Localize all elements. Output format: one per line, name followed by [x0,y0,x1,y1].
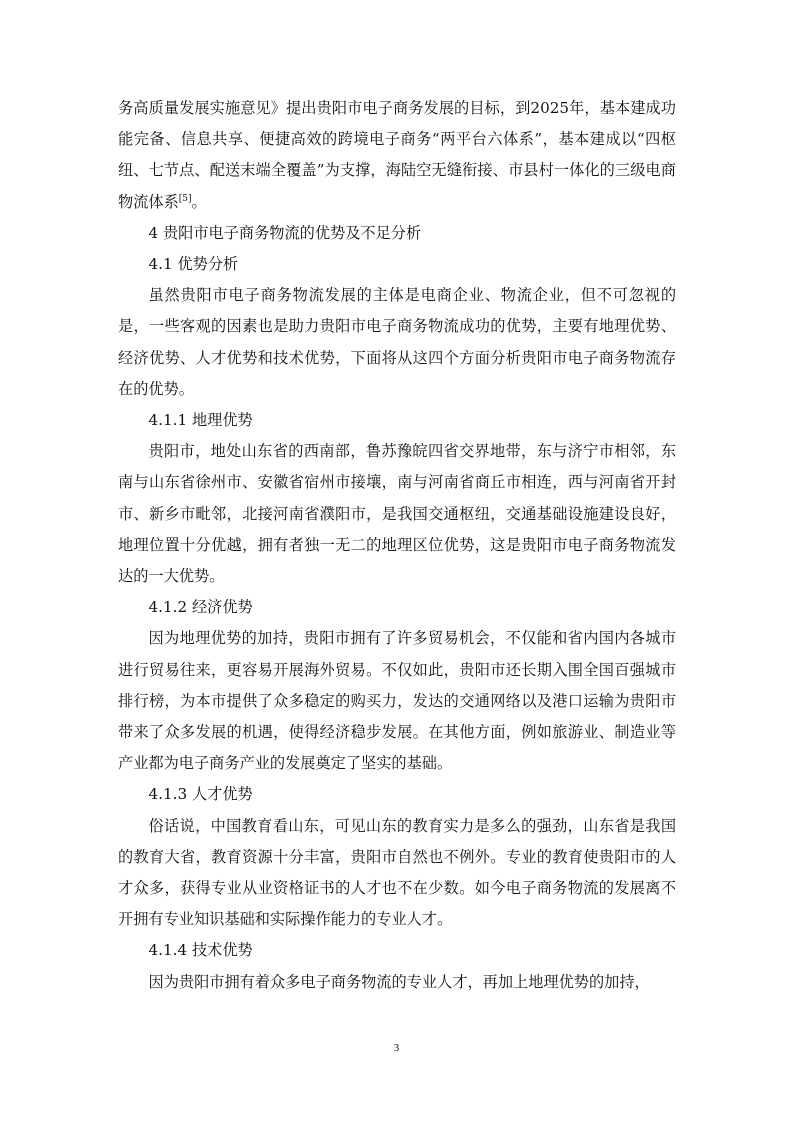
page-number: 3 [393,1042,400,1054]
section-heading-4-1-2: 4.1.2 经济优势 [148,598,253,617]
paragraph-economic-advantage: 因为地理优势的加持，贵阳市拥有了许多贸易机会，不仅能和省内国内各城市进行贸易往来，更容易开展海外贸易。不仅如此，贵阳市还长期入围全国百强城市排行榜，为本市提供了众多稳定的购买力，发达的交通网络以及港口运输为贵阳市带来了众多发展的机遇，使得经济稳步发展。在其他方面，例如旅游业、制造业等产业都为电子商务产业的发展奠定了坚实的基础。 [118,629,676,773]
paragraph-continuation [118,93,676,218]
section-heading-4: 4 贵阳市电子商务物流的优势及不足分析 [148,223,422,242]
paragraph-advantage-intro: 虽然贵阳市电子商务物流发展的主体是电商企业、物流企业，但不可忽视的是，一些客观的因素也是助力贵阳市电子商务物流成功的优势，主要有地理优势、经济优势、人才优势和技术优势，下面将从这四个方面分析贵阳市电子商务物流存在的优势。 [118,286,676,398]
section-heading-4-1-3: 4.1.3 人才优势 [148,785,253,804]
section-heading-4-1-4: 4.1.4 技术优势 [148,941,253,960]
paragraph-geographic-advantage: 贵阳市，地处山东省的西南部，鲁苏豫皖四省交界地带，东与济宁市相邻，东南与山东省徐州市、安徽省宿州市接壤，南与河南省商丘市相连，西与河南省开封市、新乡市毗邻，北接河南省濮阳市，是我国交通枢纽，交通基础设施建设良好，地理位置十分优越，拥有者独一无二的地理区位优势，这是贵阳市电子商务物流发达的一大优势。 [118,442,676,586]
paragraph-end: 。 [191,192,207,211]
paragraph-technology-advantage: 因为贵阳市拥有着众多电子商务物流的专业人才，再加上地理优势的加持， [148,972,650,991]
section-heading-4-1: 4.1 优势分析 [148,255,239,274]
paragraph-text: 务高质量发展实施意见》提出贵阳市电子商务发展的目标，到2025年，基本建成功能完备、信息共享、便捷高效的跨境电子商务“两平台六体系”，基本建成以“四枢纽、七节点、配送末端全覆盖”为支撑，海陆空无缝衔接、市县村一体化的三级电商物流体系 [118,99,676,211]
citation-reference[interactable]: [5] [178,193,192,204]
page-body [118,93,676,998]
paragraph-talent-advantage: 俗话说，中国教育看山东，可见山东的教育实力是多么的强劲，山东省是我国的教育大省，教育资源十分丰富，贵阳市自然也不例外。专业的教育使贵阳市的人才众多，获得专业从业资格证书的人才也不在少数。如今电子商务物流的发展离不开拥有专业知识基础和实际操作能力的专业人才。 [118,816,676,929]
section-heading-4-1-1: 4.1.1 地理优势 [148,411,253,430]
